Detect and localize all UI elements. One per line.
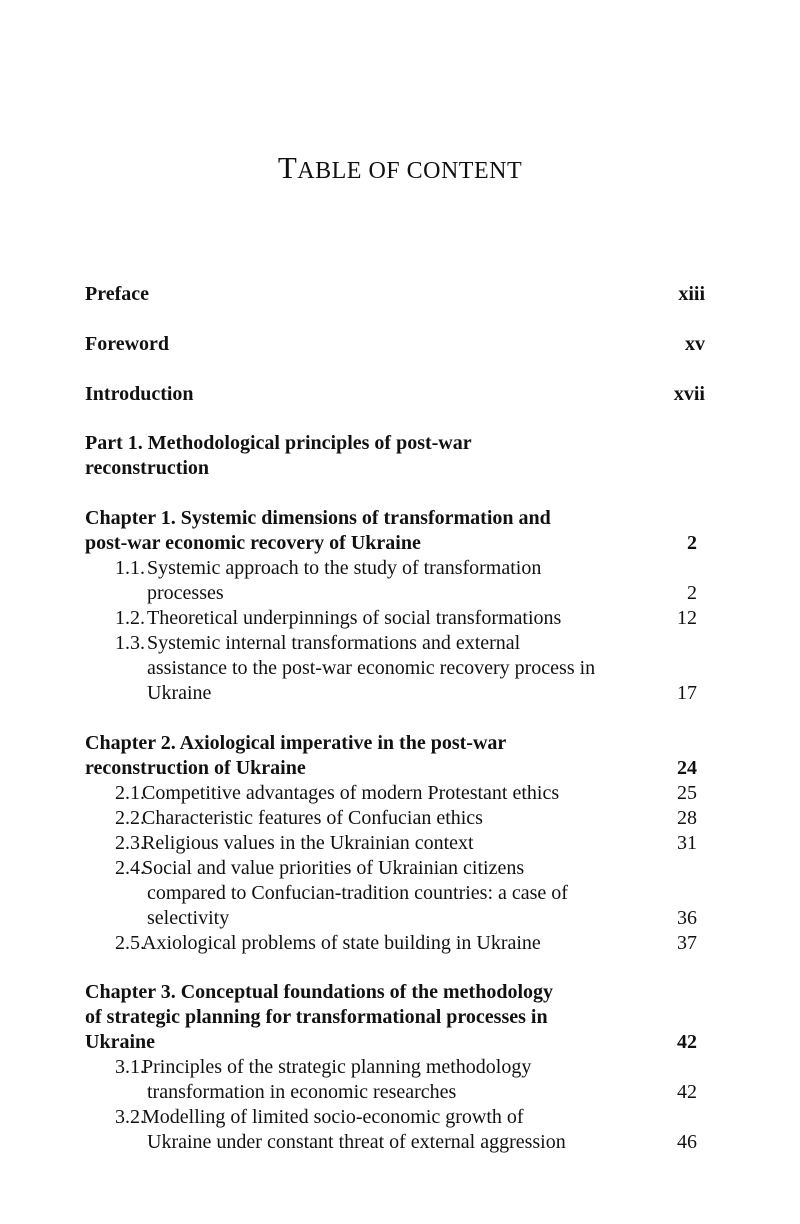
toc-chapter-3 — [85, 980, 705, 1155]
section-line-1: Religious values in the Ukrainian context — [142, 832, 474, 854]
section-line-1: Systemic approach to the study of transformation — [147, 557, 542, 579]
chapter-line-3: Ukraine — [85, 1031, 155, 1053]
toc-chapter-2 — [85, 731, 705, 956]
section-number: 2.3. — [115, 832, 145, 854]
section-number: 3.2. — [115, 1106, 145, 1128]
chapter-line-1: Chapter 3. Conceptual foundations of the methodology — [85, 981, 553, 1003]
title-rest: ABLE OF CONTENT — [297, 158, 523, 184]
section-line-3: selectivity — [147, 907, 230, 929]
entry-page: xv — [685, 333, 705, 355]
title-first-letter: T — [277, 150, 298, 185]
entry-label: Preface — [85, 283, 150, 305]
section-number: 2.5. — [115, 932, 145, 954]
part-line-2: reconstruction — [85, 457, 210, 479]
section-page: 46 — [677, 1131, 697, 1153]
toc-chapter-1 — [85, 506, 705, 706]
chapter-line-2: reconstruction of Ukraine — [85, 757, 306, 779]
chapter-line-1: Chapter 2. Axiological imperative in the post-war — [85, 732, 507, 754]
entry-page: xvii — [673, 383, 705, 405]
section-line-1: Axiological problems of state building in Ukraine — [142, 932, 541, 954]
section-page: 36 — [677, 907, 697, 929]
section-number: 2.4. — [115, 857, 145, 879]
section-page: 42 — [677, 1081, 697, 1103]
section-page: 12 — [677, 607, 697, 629]
section-line-1: Systemic internal transformations and external — [147, 632, 521, 654]
section-line-1: Modelling of limited socio-economic growth of — [142, 1106, 524, 1128]
toc-entry-foreword — [85, 332, 705, 357]
section-line-1: Competitive advantages of modern Protestant ethics — [142, 782, 560, 804]
entry-label: Introduction — [85, 383, 194, 405]
entry-page: xiii — [678, 283, 705, 305]
toc-entry-preface — [85, 282, 705, 307]
toc-part-1 — [85, 431, 705, 481]
section-page: 2 — [687, 582, 697, 604]
section-line-1: Social and value priorities of Ukrainian citizens — [142, 857, 525, 879]
toc-entry-introduction — [85, 382, 705, 407]
chapter-page: 2 — [687, 532, 697, 554]
section-number: 1.1. — [115, 557, 145, 579]
section-number: 3.1. — [115, 1056, 145, 1078]
section-line-2: Ukraine under constant threat of external aggression — [147, 1131, 566, 1153]
section-line-1: Theoretical underpinnings of social transformations — [147, 607, 562, 629]
chapter-page: 42 — [677, 1031, 697, 1053]
section-page: 28 — [677, 807, 697, 829]
part-line-1: Part 1. Methodological principles of post-war — [85, 432, 472, 454]
section-number: 1.2. — [115, 607, 145, 629]
chapter-page: 24 — [677, 757, 697, 779]
page-title — [0, 150, 800, 186]
section-page: 31 — [677, 832, 697, 854]
chapter-line-1: Chapter 1. Systemic dimensions of transformation and — [85, 507, 551, 529]
section-page: 17 — [677, 682, 697, 704]
section-line-2: processes — [147, 582, 224, 604]
section-line-1: Characteristic features of Confucian ethics — [142, 807, 483, 829]
section-line-3: Ukraine — [147, 682, 212, 704]
section-line-1: Principles of the strategic planning methodology — [142, 1056, 532, 1078]
section-number: 1.3. — [115, 632, 145, 654]
chapter-line-2: of strategic planning for transformational processes in — [85, 1006, 548, 1028]
section-page: 37 — [677, 932, 697, 954]
section-line-2: compared to Confucian-tradition countries: a case of — [147, 882, 568, 904]
section-number: 2.1. — [115, 782, 145, 804]
section-page: 25 — [677, 782, 697, 804]
chapter-line-2: post-war economic recovery of Ukraine — [85, 532, 421, 554]
entry-label: Foreword — [85, 333, 170, 355]
section-line-2: transformation in economic researches — [147, 1081, 457, 1103]
section-number: 2.2. — [115, 807, 145, 829]
section-line-2: assistance to the post-war economic recovery process in — [147, 657, 596, 679]
